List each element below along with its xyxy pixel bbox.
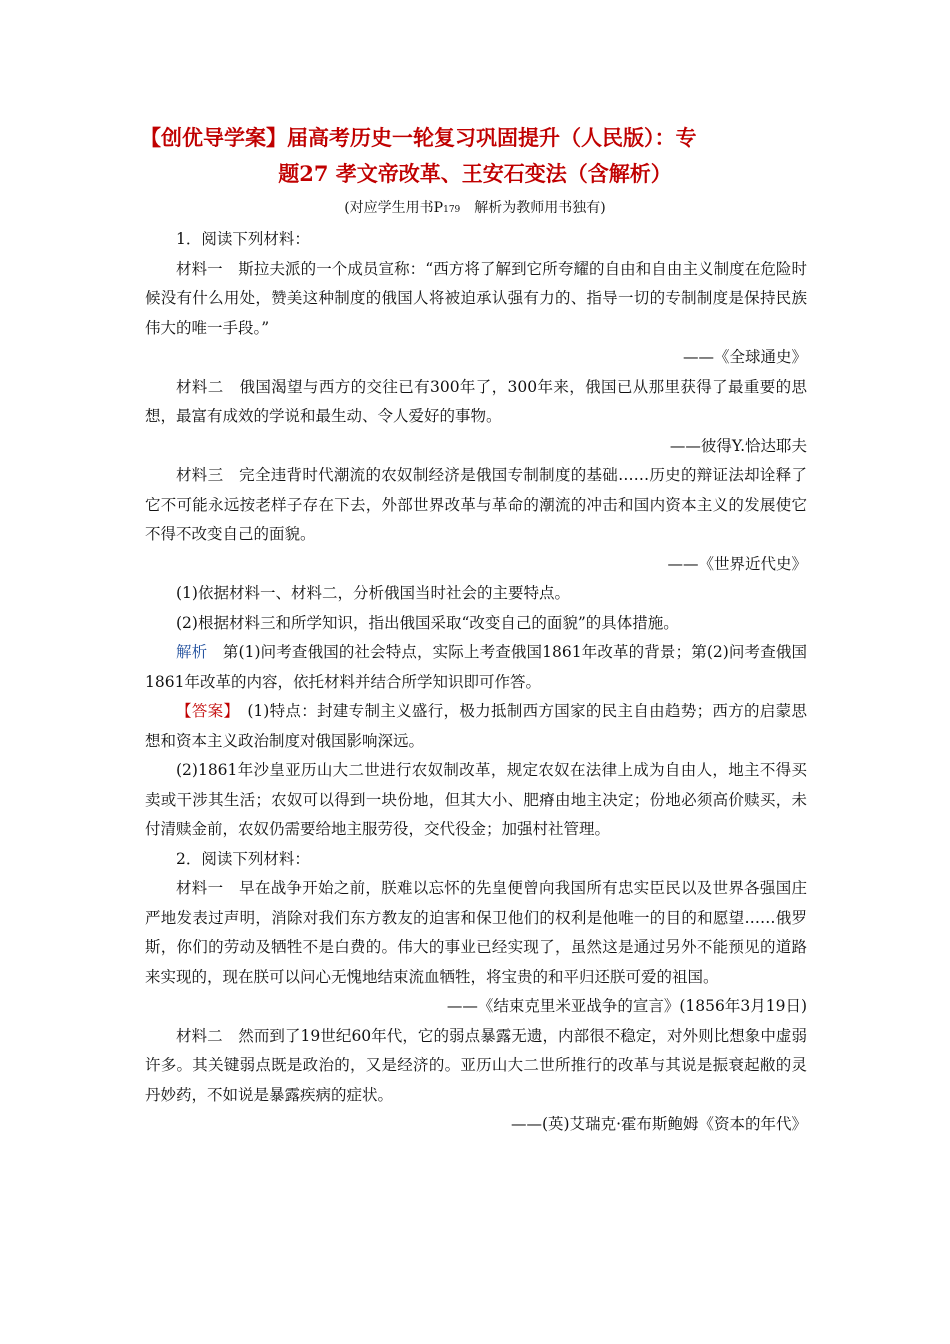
question-2-stem: 2．阅读下列材料： (176, 849, 310, 868)
question-1-material-2-source: ——彼得Y.恰达耶夫 (669, 436, 807, 455)
question-1-material-3: 材料三 完全违背时代潮流的农奴制经济是俄国专制制度的基础……历史的辩证法却诠释了它不可能永远按老样子存在下去，外部世界改革与革命的潮流的冲击和国内资本主义的发展使它不得不改变自己的面貌。 (145, 466, 807, 543)
question-2-material-1-source: ——《结束克里米亚战争的宣言》(1856年3月19日) (446, 997, 807, 1015)
title-bracket-label: 【创优导学案】 (140, 125, 287, 150)
question-2-material-2: 材料二 然而到了19世纪60年代，它的弱点暴露无遗，内部很不稳定，对外则比想象中虚弱许多。其关键弱点既是政治的，又是经济的。亚历山大二世所推行的改革与其说是振衰起敝的灵丹妙药，不如说是暴露疾病的症状。 (145, 1026, 807, 1104)
document-body (145, 225, 807, 1140)
analysis-label: 解析 (176, 643, 208, 661)
subtitle-page-number: 179 (443, 205, 461, 215)
question-1-stem: 1．阅读下列材料： (176, 230, 310, 248)
analysis-text: 第(1)问考查俄国的社会特点，实际上考查俄国1861年改革的背景；第(2)问考查俄国1861年改革的内容，依托材料并结合所学知识即可作答。 (145, 643, 807, 691)
question-1-ask-1: (1)依据材料一、材料二，分析俄国当时社会的主要特点。 (176, 584, 570, 602)
question-1-material-1-source: ——《全球通史》 (682, 348, 807, 366)
question-1-material-1: 材料一 斯拉夫派的一个成员宣称：“西方将了解到它所夸耀的自由和自由主义制度在危险时候没有什么用处，赞美这种制度的俄国人将被迫承认强有力的、指导一切的专制制度是保持民族伟大的唯一手段。” (145, 259, 807, 337)
question-1-answer-1 (145, 697, 807, 756)
subtitle-note (140, 196, 810, 222)
title-line-2: 题27 孝文帝改革、王安石变法（含解析） (278, 161, 672, 186)
answer-label: 【答案】 (176, 702, 232, 720)
document-title (140, 120, 810, 192)
question-1-answer-2: (2)1861年沙皇亚历山大二世进行农奴制改革，规定农奴在法律上成为自由人，地主不得买卖或干涉其生活；农奴可以得到一块份地，但其大小、肥瘠由地主决定；份地必须高价赎买，未付清赎金前，农奴仍需要给地主服劳役，交代役金；加强村社管理。 (145, 761, 807, 838)
question-1-analysis (145, 638, 807, 697)
title-line-1-text: 届高考历史一轮复习巩固提升（人民版）：专 (287, 125, 697, 150)
question-1-material-3-source: ——《世界近代史》 (667, 554, 807, 573)
answer-1-text: (1)特点：封建专制主义盛行，极力抵制西方国家的民主自由趋势；西方的启蒙思想和资本主义政治制度对俄国影响深远。 (145, 702, 807, 750)
question-1-material-2: 材料二 俄国渴望与西方的交往已有300年了，300年来，俄国已从那里获得了最重要的思想，最富有成效的学说和最生动、令人爱好的事物。 (145, 377, 807, 425)
title-line-1 (140, 120, 810, 156)
subtitle-prefix: (对应学生用书P (344, 200, 444, 216)
question-1-ask-2: (2)根据材料三和所学知识，指出俄国采取“改变自己的面貌”的具体措施。 (176, 613, 679, 632)
subtitle-suffix: 解析为教师用书独有) (460, 200, 606, 216)
question-2-material-2-source: ——(英)艾瑞克·霍布斯鲍姆《资本的年代》 (510, 1115, 807, 1133)
question-2-material-1: 材料一 早在战争开始之前，朕难以忘怀的先皇便曾向我国所有忠实臣民以及世界各强国庄严地发表过声明，消除对我们东方教友的迫害和保卫他们的权利是他唯一的目的和愿望……俄罗斯，你们的劳动及牺牲不是白费的。伟大的事业已经实现了，虽然这是通过另外不能预见的道路来实现的，现在朕可以问心无愧地结束流血牺牲，将宝贵的和平归还朕可爱的祖国。 (145, 879, 807, 986)
